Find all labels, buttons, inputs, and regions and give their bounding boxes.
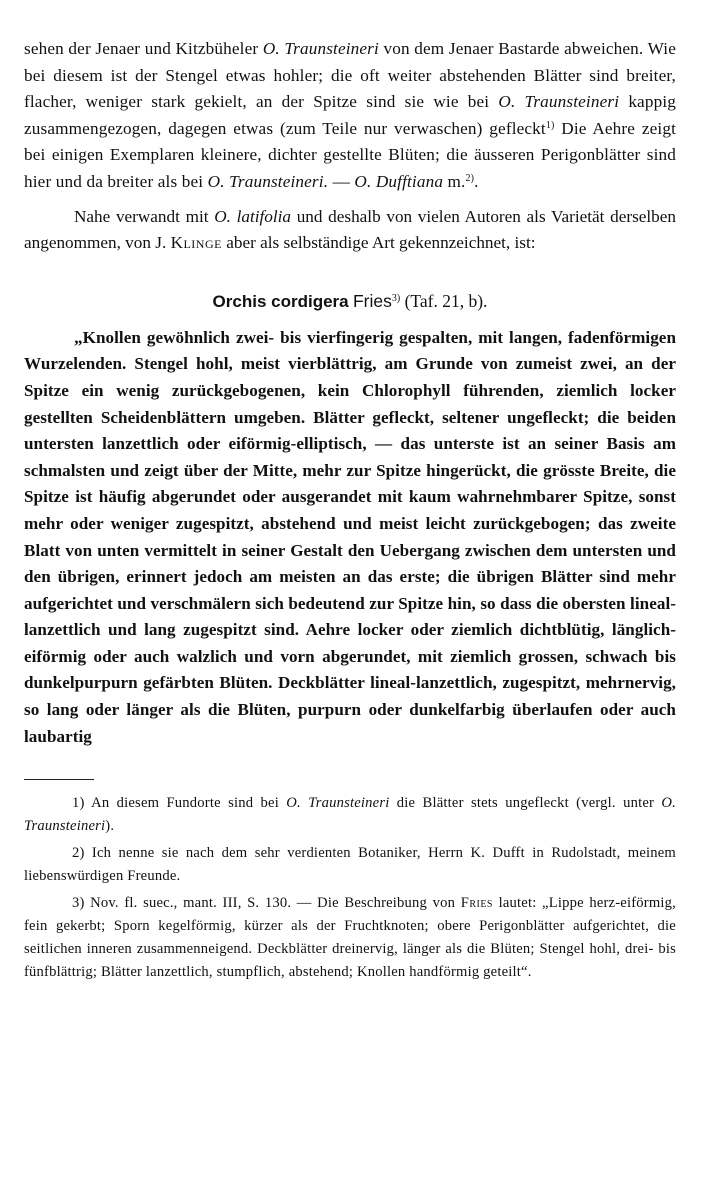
species-name: Orchis cordigera — [212, 291, 349, 311]
taxon-name: O. Traunsteineri — [24, 795, 676, 835]
text-segment: sehen der Jenaer und Kitzbüheler — [24, 39, 263, 58]
author-name: Fries — [460, 895, 493, 912]
footnote-3 — [24, 892, 676, 984]
species-author: Fries — [352, 290, 392, 311]
footnote-ref-1[interactable]: 1) — [545, 119, 555, 131]
paragraph-intro — [24, 204, 676, 257]
text-segment: von dem Jenaer Bastarde abweichen. Wie bei diesem ist der Stengel etwas hohler; die oft weiter abstehenden Blätter sind breiter, flacher, weniger stark gekielt, an der Spitze sind sie wie bei — [24, 39, 676, 112]
taxon-name: O. Dufftiana — [354, 171, 444, 191]
text-segment: Ich nenne sie nach dem sehr verdienten Botaniker, Herrn K. Dufft in Rudolstadt, meinem liebenswürdigen Freunde. — [24, 845, 676, 885]
text-segment: Die Aehre zeigt bei einigen Exemplaren kleinere, dichter gestellte Blüten; die äusseren Perigonblätter sind hier und da breiter als bei — [24, 118, 676, 191]
taxon-name: O. Traunsteineri — [262, 39, 379, 58]
taxon-name: O. Traunsteineri — [286, 795, 390, 812]
text-segment: die Blätter stets ungefleckt (vergl. unter — [389, 795, 662, 812]
text-segment: lautet: „Lippe herz-eiförmig, fein gekerbt; Sporn kegelförmig, kürzer als der Fruchtknoten; obere Perigonblätter aufgerichtet, die seitlichen inneren zusammenneigend. Deckblätter dreinervig, länger als die Blüten; Stengel hohl, drei- bis fünfblättrig; Blätter lanzettlich, stumpflich, abstehend; Knollen handförmig geteilt“. — [24, 895, 676, 981]
author-name: Klinge — [170, 233, 222, 253]
taxon-name: O. latifolia — [214, 206, 292, 226]
species-description: „Knollen gewöhnlich zwei- bis vierfingerig gespalten, mit langen, fadenförmigen Wurzelenden. Stengel hohl, meist vierblättrig, am Grunde von zumeist zwei, an der Spitze ein wenig zurückgebogenen, kein Chlorophyll führenden, ziemlich locker gestellten Scheidenblättern umgeben. Blätter gefleckt, seltener ungefleckt; die beiden untersten lanzettlich oder eiförmig-elliptisch, — das unterste ist an seiner Basis am schmalsten und zeigt über der Mitte, mehr zur Spitze hingerückt, die grösste Breite, die Spitze ist häufig abgerundet oder ausgerandet mit kaum wahrnehmbarer Spitze, sonst mehr oder weniger zugespitzt, abstehend und meist leicht zurückgebogen; das zweite Blatt von unten vermittelt in seiner Gestalt den Uebergang zwischen dem untersten und den übrigen, erinnert jedoch am meisten an das erste; die übrigen Blätter sind mehr aufgerichtet und verschmälern sich bedeutend zur Spitze hin, so dass die obersten lineal-lanzettlich und lang zugespitzt sind. Aehre locker oder ziemlich dichtblütig, länglich-eiförmig oder auch walzlich und vorn abgerundet, mit ziemlich grossen, schwach bis dunkelpurpurn gefärbten Blüten. Deckblätter lineal-lanzettlich, zugespitzt, mehrnervig, so lang oder länger als die Blüten, purpurn oder dunkelfarbig überlaufen oder auch laubartig — [24, 327, 676, 746]
text-segment: ). — [105, 818, 115, 835]
plate-reference: (Taf. 21, b). — [404, 290, 488, 311]
taxon-name: O. Traunsteineri — [498, 92, 620, 112]
footnote-1 — [24, 792, 676, 838]
document-page — [24, 36, 676, 988]
footnote-ref-2[interactable]: 2) — [465, 172, 475, 184]
text-segment: aber als selbständige Art gekennzeichnet, ist: — [221, 233, 536, 253]
text-segment: — — [328, 171, 355, 191]
taxon-name: O. Traunsteineri. — [207, 171, 329, 191]
text-segment: kappig zusammengezogen, dagegen etwas (zum Teile nur verwaschen) gefleckt — [24, 92, 676, 138]
footnote-label: 2) — [72, 845, 85, 862]
footnote-label: 1) — [72, 795, 85, 812]
text-segment: und deshalb von vielen Autoren als Varietät derselben angenommen, von J. — [24, 206, 676, 253]
footnote-label: 3) — [72, 895, 85, 912]
paragraph-continuation — [24, 36, 676, 196]
footnote-2 — [24, 842, 676, 888]
footnote-divider — [24, 779, 94, 780]
text-segment: . — [474, 171, 479, 191]
text-segment: An diesem Fundorte sind bei — [84, 795, 287, 812]
text-segment: Nahe verwandt mit — [74, 206, 215, 226]
section-heading — [24, 288, 676, 315]
text-segment: Nov. fl. suec., mant. III, S. 130. — Die Beschreibung von — [84, 895, 461, 912]
footnote-ref-3[interactable]: 3) — [391, 292, 401, 304]
text-segment: m. — [443, 171, 466, 191]
